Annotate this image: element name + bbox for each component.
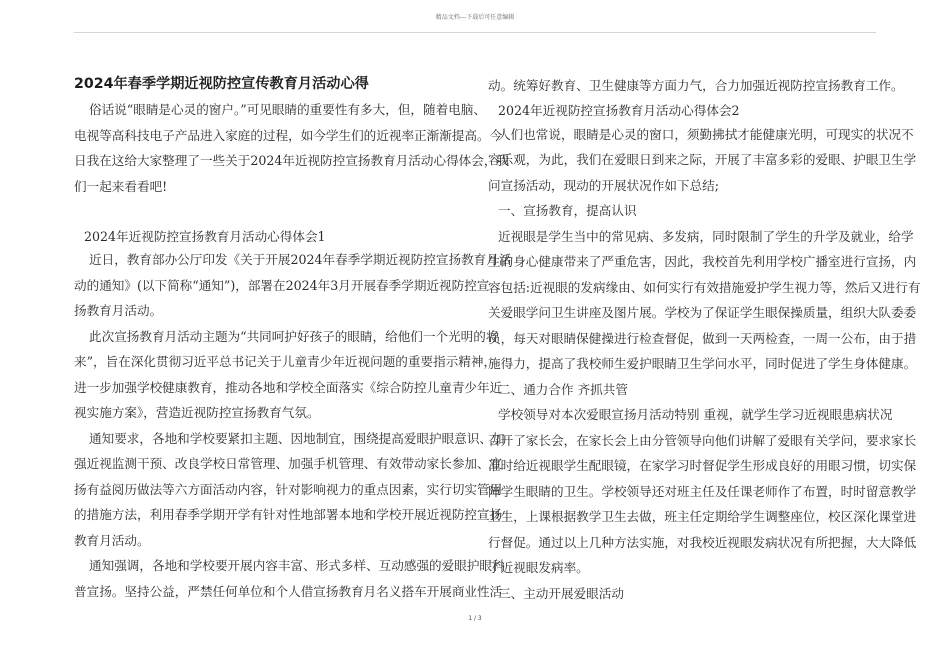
document-title: 2024年春季学期近视防控宣传教育月活动心得 bbox=[74, 76, 369, 92]
paragraph-line: 近视眼是学生当中的常见病、多发病，同时限制了学生的升学及就业，给学 bbox=[498, 229, 914, 244]
paragraph-line: 扬有益阅历做法等六方面活动内容，针对影响视力的重点因素，实行切实管用 bbox=[74, 482, 503, 497]
paragraph-line: 准时给近视眼学生配眼镜，在家学习时督促学生形成良好的用眼习惯，切实保 bbox=[488, 458, 917, 473]
paragraph-line: 员，每天对眼睛保健操进行检查督促，做到一天两检查，一周一公布，由于措 bbox=[488, 331, 917, 346]
paragraph-line: 障学生眼睛的卫生。学校领导还对班主任及任课老师作了布置，时时留意教学 bbox=[488, 484, 917, 499]
paragraph-line: 问宣扬活动，现动的开展状况作如下总结; bbox=[488, 178, 719, 193]
paragraph-line: 召开了家长会，在家长会上由分管领导向他们讲解了爱眼有关学问，要求家长 bbox=[488, 433, 917, 448]
paragraph-line: 们一起来看看吧! bbox=[74, 179, 168, 194]
paragraph-line: 近日，教育部办公厅印发《关于开展2024年春季学期近视防控宣扬教育月活 bbox=[89, 252, 512, 267]
paragraph-line: 视实施方案》，营造近视防控宣扬教育气氛。 bbox=[74, 405, 320, 420]
paragraph-line: 动的通知》(以下简称“通知”)，部署在2024年3月开展春季学期近视防控宣 bbox=[74, 278, 490, 293]
paragraph-line: 容包括:近视眼的发病缘由、如何实行有效措施爱护学生视力等，然后又进行有 bbox=[488, 280, 921, 295]
paragraph-line: 卫生，上课根据教学卫生去做，班主任定期给学生调整座位，校区深化课堂进 bbox=[488, 509, 917, 524]
paragraph-line: 学校领导对本次爱眼宣扬月活动特别 重视，就学生学习近视眼患病状况 bbox=[498, 407, 893, 422]
section-heading: 一、宣扬教育，提高认识 bbox=[498, 203, 637, 218]
page-header: 精品文档---下载后可任意编辑 bbox=[435, 14, 515, 21]
paragraph-line: 进一步加强学校健康教育，推动各地和学校全面落实《综合防控儿童青少年近 bbox=[74, 380, 503, 395]
section-heading: 三、主动开展爱眼活动 bbox=[498, 586, 624, 601]
paragraph-line: 此次宣扬教育月活动主题为“共同呵护好孩子的眼睛，给他们一个光明的将 bbox=[89, 329, 499, 344]
section-heading: 2024年近视防控宣扬教育月活动心得体会1 bbox=[84, 229, 326, 244]
paragraph-line: 动。统筹好教育、卫生健康等方面力气，合力加强近视防控宣扬教育工作。 bbox=[488, 78, 904, 93]
paragraph-line: 强近视监测干预、改良学校日常管理、加强手机管理、有效带动家长参加、宣 bbox=[74, 456, 503, 471]
paragraph-line: 容乐观，为此，我们在爱眼日到来之际，开展了丰富多彩的爱眼、护眼卫生学 bbox=[488, 152, 917, 167]
paragraph-line: 日我在这给大家整理了一些关于2024年近视防控宣扬教育月活动心得体会，我 bbox=[74, 153, 510, 168]
section-heading: 二、通力合作 齐抓共管 bbox=[498, 382, 628, 397]
section-heading: 2024年近视防控宣扬教育月活动心得体会2 bbox=[498, 103, 740, 118]
page-number: 1 / 3 bbox=[468, 615, 482, 622]
paragraph-line: 通知要求，各地和学校要紧扣主题、因地制宜，围绕提高爱眼护眼意识、加 bbox=[89, 431, 505, 446]
paragraph-line: 来”，旨在深化贯彻习近平总书记关于儿童青少年近视问题的重要指示精神， bbox=[74, 354, 497, 369]
paragraph-line: 通知强调，各地和学校要开展内容丰富、形式多样、互动感强的爱眼护眼科 bbox=[89, 558, 505, 573]
paragraph-line: 生的身心健康带来了严重危害，因此，我校首先利用学校广播室进行宣扬，内 bbox=[488, 254, 917, 269]
paragraph-line: 施得力，提高了我校师生爱护眼睛卫生学问水平，同时促进了学生身体健康。 bbox=[488, 356, 917, 371]
paragraph-line: 人们也常说，眼睛是心灵的窗口，须勤拂拭才能健康光明，可现实的状况不 bbox=[498, 127, 914, 142]
paragraph-line: 教育月活动。 bbox=[74, 533, 150, 548]
paragraph-line: 扬教育月活动。 bbox=[74, 303, 163, 318]
paragraph-line: 了近视眼发病率。 bbox=[488, 560, 589, 575]
paragraph-line: 俗话说“眼睛是心灵的窗户。”可见眼睛的重要性有多大，但，随着电脑、 bbox=[89, 102, 486, 117]
paragraph-line: 行督促。通过以上几种方法实施，对我校近视眼发病状况有所把握，大大降低 bbox=[488, 535, 917, 550]
paragraph-line: 普宣扬。坚持公益，严禁任何单位和个人借宣扬教育月名义搭车开展商业性活 bbox=[74, 584, 503, 599]
paragraph-line: 的措施方法，利用春季学期开学有针对性地部署本地和学校开展近视防控宣扬 bbox=[74, 507, 503, 522]
paragraph-line: 关爱眼学问卫生讲座及图片展。学校为了保证学生眼保操质量，组织大队委委 bbox=[488, 305, 917, 320]
header-divider bbox=[74, 32, 876, 33]
paragraph-line: 电视等高科技电子产品进入家庭的过程，如今学生们的近视率正渐渐提高。今 bbox=[74, 128, 503, 143]
